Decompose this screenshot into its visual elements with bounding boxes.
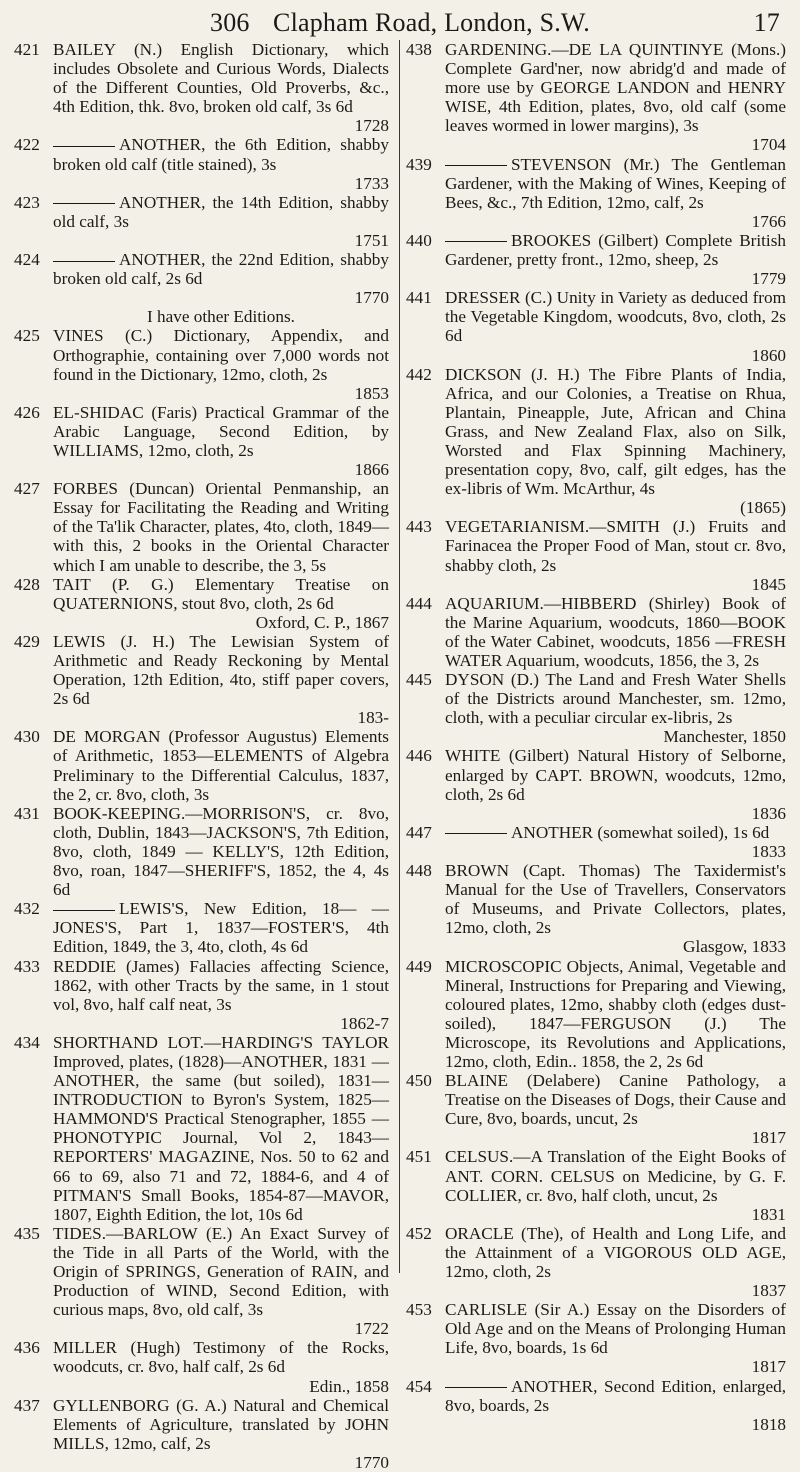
left-column [14, 40, 400, 1472]
catalogue-entry [406, 823, 786, 861]
catalogue-entry [406, 288, 786, 364]
entry-imprint: 1831 [751, 1204, 786, 1224]
entry-body [445, 594, 786, 670]
catalogue-entry [14, 899, 389, 956]
ditto-rule [445, 1387, 507, 1388]
lot-number: 439 [406, 154, 432, 174]
entry-body [445, 1147, 786, 1223]
entry-body [53, 632, 389, 727]
entry-description: LEWIS (J. H.) The Lewisian System of Arithmetic and Ready Reckoning by Mental Operation, 12th Edition, 4to, stiff paper covers, 2s 6d [53, 631, 389, 709]
entry-body [53, 1396, 389, 1472]
ditto-rule [445, 165, 507, 166]
lot-number: 422 [14, 135, 40, 155]
entry-description: MILLER (Hugh) Testimony of the Rocks, woodcuts, cr. 8vo, half calf, 2s 6d [53, 1338, 389, 1377]
entry-imprint: 1704 [751, 135, 786, 155]
lot-number: 440 [406, 230, 432, 250]
catalogue-entry [14, 135, 389, 192]
entry-description: SHORTHAND LOT.—HARDING'S TAYLOR Improved, plates, (1828)—ANOTHER, 1831 —ANOTHER, the same (but soiled), 1831—INTRODUCTION to Byron's System, 1825—HAMMOND'S Practical Stenographer, 1855 —PHONOTYPIC Journal, Vol 2, 1843—REPORTERS' MAGAZINE, Nos. 50 to 62 and 66 to 69, also 71 and 72, 1884-6, and 4 of PITMAN'S Small Books, 1854-87—MAVOR, 1807, Eighth Edition, the lot, 10s 6d [53, 1032, 389, 1224]
entry-body [445, 1224, 786, 1300]
entry-description: DICKSON (J. H.) The Fibre Plants of India, Africa, and our Colonies, a Treatise on Rhua, Plantain, Pineapple, Jute, African and China Grass, and New Zealand Flax, also on Silk, Worsted and Flax Spinning Machinery, presentation copy, 8vo, calf, gilt edges, has the ex-libris of Wm. McArthur, 4s [445, 364, 786, 499]
entry-body [53, 403, 389, 479]
lot-number: 448 [406, 861, 432, 881]
entry-imprint: 1770 [354, 288, 389, 308]
entry-description: GARDENING.—DE LA QUINTINYE (Mons.) Complete Gard'ner, now abridg'd and made of more use by GEORGE LANDON and HENRY WISE, 4th Edition, plates, 8vo, old calf (some leaves wormed in lower margins), 3s [445, 40, 786, 136]
lot-number: 453 [406, 1300, 432, 1320]
entry-description: ANOTHER (somewhat soiled), 1s 6d [511, 822, 770, 842]
lot-number: 442 [406, 364, 432, 384]
entry-description: GYLLENBORG (G. A.) Natural and Chemical Elements of Agriculture, translated by JOHN MILLS, 12mo, calf, 2s [53, 1395, 389, 1453]
entry-imprint: Glasgow, 1833 [683, 937, 786, 957]
catalogue-entry [406, 231, 786, 288]
catalogue-entry [406, 1300, 786, 1376]
catalogue-entry [406, 1147, 786, 1223]
entry-description: BAILEY (N.) English Dictionary, which includes Obsolete and Curious Words, Dialects of the Different Counties, Old Proverbs, &c., 4th Edition, thk. 8vo, broken old calf, 3s 6d [53, 40, 389, 117]
entry-body [53, 1033, 389, 1224]
entry-description: BLAINE (Delabere) Canine Pathology, a Treatise on the Diseases of Dogs, their Cause and Cure, 8vo, boards, uncut, 2s [445, 1071, 786, 1129]
lot-number: 441 [406, 288, 432, 308]
catalogue-entry [14, 804, 389, 899]
entry-description: TIDES.—BARLOW (E.) An Exact Survey of the Tide in all Parts of the World, with the Origin of SPRINGS, Generation of RAIN, and Production of WIND, Second Edition, with curious maps, 8vo, old calf, 3s [53, 1223, 389, 1320]
entry-imprint: Manchester, 1850 [663, 727, 786, 747]
entry-description: CARLISLE (Sir A.) Essay on the Disorders of Old Age and on the Means of Prolonging Human Life, 8vo, boards, 1s 6d [445, 1300, 786, 1358]
lot-number: 421 [14, 40, 40, 59]
page-number-right: 17 [753, 8, 780, 37]
ditto-rule [445, 241, 507, 242]
entry-body [53, 250, 389, 326]
entry-body [53, 575, 389, 632]
entry-description: BROWN (Capt. Thomas) The Taxidermist's Manual for the Use of Travellers, Conservators of Museums, and Private Collectors, plates, 12mo, cloth, 2s [445, 861, 786, 938]
catalogue-entry [406, 517, 786, 593]
entry-body [53, 804, 389, 899]
catalogue-entry [14, 575, 389, 632]
entry-imprint: 1860 [751, 345, 786, 365]
entry-imprint: Edin., 1858 [309, 1376, 389, 1396]
entry-description: STEVENSON (Mr.) The Gentleman Gardener, with the Making of Wines, Keeping of Bees, &c., 7th Edition, 12mo, calf, 2s [445, 154, 786, 212]
entry-body [445, 746, 786, 822]
entry-body [445, 231, 786, 288]
entry-imprint: 1845 [751, 574, 786, 594]
entry-description: DRESSER (C.) Unity in Variety as deduced from the Vegetable Kingdom, woodcuts, 8vo, cloth, 2s 6d [445, 288, 786, 346]
ditto-rule [53, 910, 115, 911]
entry-description: LEWIS'S, New Edition, 18— — JONES'S, Part 1, 1837—FOSTER'S, 4th Edition, 1849, the 3, 4to, cloth, 4s 6d [53, 899, 389, 957]
entry-body [445, 365, 786, 518]
lot-number: 431 [14, 803, 40, 823]
catalogue-entry [14, 1338, 389, 1395]
lot-number: 450 [406, 1071, 432, 1091]
catalogue-entry [406, 746, 786, 822]
entry-body [53, 479, 389, 574]
entry-imprint: 1836 [751, 803, 786, 823]
entry-imprint: 1766 [751, 211, 786, 231]
lot-number: 434 [14, 1032, 40, 1052]
entry-body [445, 1071, 786, 1147]
lot-number: 452 [406, 1223, 432, 1243]
lot-number: 432 [14, 899, 40, 919]
lot-number: 424 [14, 250, 40, 270]
catalogue-entry [14, 250, 389, 326]
entry-description: VINES (C.) Dictionary, Appendix, and Orthographie, containing over 7,000 words not found in the Dictionary, 12mo, cloth, 2s [53, 326, 389, 384]
entry-description: ANOTHER, the 22nd Edition, shabby broken old calf, 2s 6d [53, 250, 389, 289]
entry-description: BROOKES (Gilbert) Complete British Gardener, pretty front., 12mo, sheep, 2s [445, 230, 786, 270]
entry-description: VEGETARIANISM.—SMITH (J.) Fruits and Farinacea the Proper Food of Man, stout cr. 8vo, shabby cloth, 2s [445, 517, 786, 575]
catalogue-entry [14, 727, 389, 803]
lot-number: 446 [406, 746, 432, 766]
entry-description: AQUARIUM.—HIBBERD (Shirley) Book of the Marine Aquarium, woodcuts, 1860—BOOK of the Water Cabinet, woodcuts, 1856 —FRESH WATER Aquarium, woodcuts, 1856, the 3, 2s [445, 593, 786, 670]
catalogue-entry [14, 1396, 389, 1472]
entry-imprint: 1728 [354, 116, 389, 136]
lot-number: 436 [14, 1338, 40, 1358]
entry-description: WHITE (Gilbert) Natural History of Selborne, enlarged by CAPT. BROWN, woodcuts, 12mo, cloth, 2s 6d [445, 746, 786, 804]
entry-body [445, 155, 786, 231]
entry-body [53, 40, 389, 135]
catalogue-entry [14, 1224, 389, 1339]
entry-body [445, 1377, 786, 1434]
entry-description: REDDIE (James) Fallacies affecting Science, 1862, with other Tracts by the same, in 1 stout vol, 8vo, half calf neat, 3s [53, 956, 389, 1014]
running-header [14, 8, 786, 38]
entry-imprint: 1722 [354, 1319, 389, 1339]
lot-number: 443 [406, 517, 432, 537]
entry-body [53, 1224, 389, 1339]
entry-description: ORACLE (The), of Health and Long Life, and the Attainment of a VIGOROUS OLD AGE, 12mo, cloth, 2s [445, 1223, 786, 1281]
entry-body [53, 193, 389, 250]
catalogue-entry [14, 479, 389, 574]
header-title: Clapham Road, London, S.W. [273, 8, 590, 37]
ditto-rule [445, 833, 507, 834]
entry-body [445, 823, 786, 861]
lot-number: 426 [14, 402, 40, 422]
entry-body [445, 288, 786, 364]
entry-imprint: (1865) [740, 498, 786, 518]
entry-body [53, 957, 389, 1033]
entry-imprint: 1862-7 [340, 1013, 389, 1033]
entry-description: MICROSCOPIC Objects, Animal, Vegetable and Mineral, Instructions for Preparing and Viewing, coloured plates, 12mo, shabby cloth (edges dust-soiled), 1847—FERGUSON (J.) The Microscope, its Revolutions and Applications, 12mo, cloth, Edin.. 1858, the 2, 2s 6d [445, 956, 786, 1071]
ditto-rule [53, 203, 115, 204]
entry-body [445, 670, 786, 746]
lot-number: 454 [406, 1376, 432, 1396]
catalogue-entry [14, 326, 389, 402]
catalogue-entry [14, 193, 389, 250]
entry-description: ANOTHER, Second Edition, enlarged, 8vo, boards, 2s [445, 1376, 786, 1415]
catalogue-entry [406, 1377, 786, 1434]
catalogue-entry [14, 403, 389, 479]
entry-note: I have other Editions. [147, 307, 295, 327]
lot-number: 435 [14, 1223, 40, 1243]
lot-number: 445 [406, 670, 432, 690]
entry-imprint: 1837 [751, 1281, 786, 1301]
lot-number: 428 [14, 574, 40, 594]
entry-body [53, 326, 389, 402]
lot-number: 427 [14, 479, 40, 499]
lot-number: 451 [406, 1147, 432, 1167]
entry-body [445, 957, 786, 1072]
entry-description: ANOTHER, the 14th Edition, shabby old calf, 3s [53, 192, 389, 231]
lot-number: 423 [14, 192, 40, 212]
entry-description: EL-SHIDAC (Faris) Practical Grammar of the Arabic Language, Second Edition, by WILLIAMS, 12mo, cloth, 2s [53, 402, 389, 460]
entry-description: FORBES (Duncan) Oriental Penmanship, an Essay for Facilitating the Reading and Writing of the Ta'lik Character, plates, 4to, cloth, 1849—with this, 2 books in the Oriental Character which I am unable to describe, the 3, 5s [53, 479, 389, 575]
catalogue-entry [406, 957, 786, 1072]
page-number-left: 306 [210, 8, 250, 37]
entry-description: BOOK-KEEPING.—MORRISON'S, cr. 8vo, cloth, Dublin, 1843—JACKSON'S, 7th Edition, 8vo, cloth, 1849 — KELLY'S, 12th Edition, 8vo, roan, 1847—SHERIFF'S, 1852, the 4, 4s 6d [53, 803, 389, 900]
right-column [400, 40, 786, 1434]
lot-number: 425 [14, 326, 40, 346]
ditto-rule [53, 261, 115, 262]
entry-imprint: 1833 [751, 841, 786, 861]
catalogue-entry [406, 861, 786, 956]
entry-body [445, 1300, 786, 1376]
entry-body [53, 899, 389, 956]
entry-body [53, 1338, 389, 1395]
entry-imprint: 1779 [751, 269, 786, 289]
entry-imprint: 1817 [751, 1357, 786, 1377]
catalogue-entry [406, 1071, 786, 1147]
entry-body [445, 40, 786, 155]
entry-body [53, 135, 389, 192]
entry-description: TAIT (P. G.) Elementary Treatise on QUATERNIONS, stout 8vo, cloth, 2s 6d [53, 574, 389, 613]
catalogue-entry [14, 40, 389, 135]
catalogue-entry [406, 594, 786, 670]
catalogue-entry [14, 632, 389, 727]
entry-body [53, 727, 389, 803]
entry-description: DE MORGAN (Professor Augustus) Elements of Arithmetic, 1853—ELEMENTS of Algebra Preliminary to the Differential Calculus, 1837, the 2, cr. 8vo, cloth, 3s [53, 727, 389, 804]
entry-imprint: Oxford, C. P., 1867 [255, 612, 389, 632]
entry-description: ANOTHER, the 6th Edition, shabby broken old calf (title stained), 3s [53, 135, 389, 174]
entry-imprint: 1733 [354, 173, 389, 193]
entry-body [445, 517, 786, 593]
two-column-body [14, 40, 786, 1472]
lot-number: 429 [14, 631, 40, 651]
entry-imprint: 1853 [354, 383, 389, 403]
catalogue-entry [14, 957, 389, 1033]
lot-number: 449 [406, 956, 432, 976]
entry-description: CELSUS.—A Translation of the Eight Books of ANT. CORN. CELSUS on Medicine, by G. F. COLLIER, cr. 8vo, half cloth, uncut, 2s [445, 1147, 786, 1205]
entry-imprint: 1818 [751, 1414, 786, 1434]
catalogue-entry [406, 365, 786, 518]
catalogue-entry [406, 155, 786, 231]
entry-body [445, 861, 786, 956]
catalogue-entry [14, 1033, 389, 1224]
entry-imprint: 1770 [354, 1452, 389, 1472]
entry-description: DYSON (D.) The Land and Fresh Water Shells of the Districts around Manchester, sm. 12mo, cloth, with a peculiar circular ex-libris, 2s [445, 670, 786, 728]
lot-number: 447 [406, 822, 432, 842]
entry-imprint: 1751 [354, 230, 389, 250]
entry-imprint: 1817 [751, 1128, 786, 1148]
catalogue-entry [406, 40, 786, 155]
lot-number: 437 [14, 1395, 40, 1415]
lot-number: 433 [14, 956, 40, 976]
ditto-rule [53, 146, 115, 147]
lot-number: 444 [406, 593, 432, 613]
catalogue-entry [406, 1224, 786, 1300]
entry-imprint: 183- [357, 708, 389, 728]
entry-imprint: 1866 [354, 460, 389, 480]
catalogue-entry [406, 670, 786, 746]
lot-number: 430 [14, 727, 40, 747]
lot-number: 438 [406, 40, 432, 59]
